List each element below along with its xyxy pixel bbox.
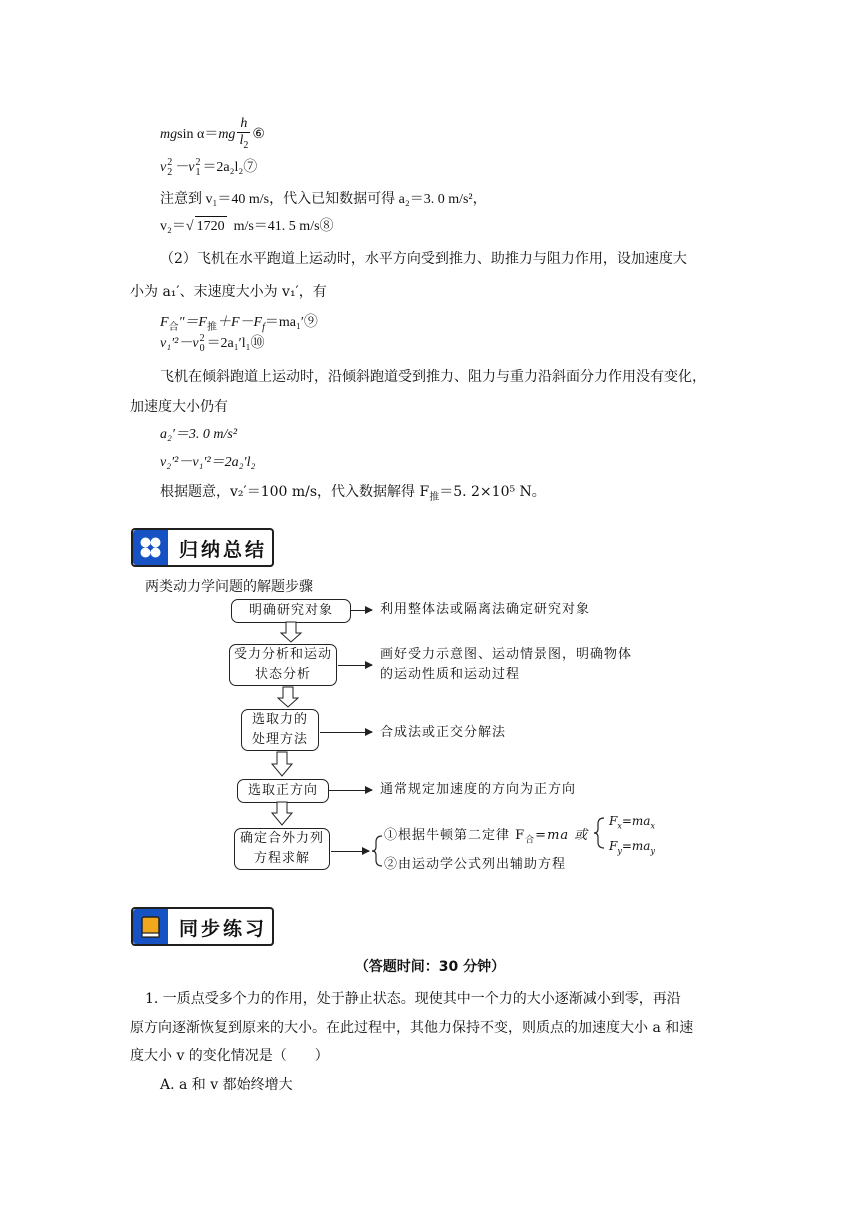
final-pre: 根据题意，v₂′＝100 m/s，代入数据解得 F bbox=[160, 484, 430, 500]
flow-note-5a-eq: =ma 或 bbox=[535, 828, 589, 843]
flow-note-2a: 画好受力示意图、运动情景图，明确物体 bbox=[380, 647, 633, 662]
flow-step-4: 选取正方向 bbox=[237, 779, 329, 803]
down-arrow-2 bbox=[278, 687, 298, 707]
eq9-lhs: F bbox=[160, 315, 169, 330]
brace-left bbox=[372, 836, 382, 866]
fx-label: F bbox=[609, 814, 618, 828]
fy-rsub: y bbox=[650, 846, 655, 856]
eq6-denominator: l bbox=[239, 133, 244, 148]
eq7-sup1: 2 bbox=[167, 157, 173, 168]
down-arrow-3 bbox=[272, 752, 292, 776]
fy-equation bbox=[609, 836, 655, 861]
note-line: 注意到 v₁＝40 m/s，代入已知数据可得 a₂＝3. 0 m/s²， bbox=[160, 192, 487, 207]
eq9-mid: ″＝F bbox=[178, 315, 207, 330]
eq9-sub1: 合 bbox=[168, 321, 179, 333]
flow-step-1: 明确研究对象 bbox=[231, 599, 351, 623]
fy-sub: y bbox=[617, 846, 622, 856]
q1-line2: 原方向逐渐恢复到原来的大小。在此过程中，其他力保持不变，则质点的加速度大小 a 和速 bbox=[130, 1020, 694, 1036]
eq10-lhs: v₁′²－v bbox=[160, 336, 199, 352]
v2-prime-line: v₂′²－v₁′²＝2a₂′l₂ bbox=[160, 455, 256, 470]
part2-line2: 小为 a₁′、末速度大小为 v₁′，有 bbox=[130, 284, 327, 300]
eq7-sup2: 2 bbox=[195, 157, 201, 168]
v2-root: 1720 bbox=[195, 216, 227, 237]
v2-rhs: m/s＝41. 5 m/s⑧ bbox=[233, 219, 334, 234]
eq7-sub1: 2 bbox=[167, 167, 173, 178]
eq7-rhs: ＝2a₂l₂⑦ bbox=[202, 160, 258, 176]
flow-note-5a-sub: 合 bbox=[525, 835, 536, 846]
flow-step-5: 确定合外力列方程求解 bbox=[234, 828, 330, 870]
eq9-sub2: 推 bbox=[206, 321, 217, 333]
fx-rhs: =ma bbox=[621, 814, 651, 828]
eq6-rhs: mg bbox=[218, 127, 236, 143]
flow-note-3: 合成法或正交分解法 bbox=[380, 725, 507, 740]
flow-note-2b: 的运动性质和运动过程 bbox=[380, 667, 521, 682]
summary-banner-title: 归纳总结 bbox=[179, 539, 268, 561]
flow-step-3: 选取力的处理方法 bbox=[241, 709, 319, 751]
incline-line1: 飞机在倾斜跑道上运动时，沿倾斜跑道受到推力、阻力与重力沿斜面分力作用没有变化， bbox=[160, 369, 706, 385]
fx-equation bbox=[609, 811, 655, 836]
time-note: （答题时间：30 分钟） bbox=[354, 959, 506, 975]
q1-line1: 1. 一质点受多个力的作用，处于静止状态。现使其中一个力的大小逐渐减小到零，再沿 bbox=[145, 991, 681, 1007]
flow-title: 两类动力学问题的解题步骤 bbox=[145, 579, 313, 595]
fy-label: F bbox=[609, 839, 618, 853]
eq6-numerator: h bbox=[237, 116, 250, 133]
flow-note-5a-pre: ①根据牛顿第二定律 F bbox=[384, 828, 526, 843]
eq10-sub: 0 bbox=[199, 343, 205, 354]
v2-equation: v₂＝√ 1720 m/s＝41. 5 m/s⑧ bbox=[160, 216, 334, 237]
eq6-mark: ⑥ bbox=[252, 127, 265, 143]
flow-step-2: 受力分析和运动状态分析 bbox=[229, 644, 337, 686]
eq7-v: v bbox=[160, 160, 167, 176]
eq10-rhs: ＝2a₁′l₁⑩ bbox=[206, 336, 265, 352]
q1-option-a: A. a 和 v 都始终增大 bbox=[160, 1077, 293, 1093]
eq9-rhs: ＋F－F bbox=[216, 315, 263, 330]
flow-note-4: 通常规定加速度的方向为正方向 bbox=[380, 782, 577, 797]
final-post: ＝5. 2×10⁵ N。 bbox=[439, 484, 546, 500]
book-icon bbox=[133, 909, 168, 944]
practice-banner bbox=[131, 907, 276, 947]
practice-banner-title: 同步练习 bbox=[179, 918, 268, 940]
fx-sub: x bbox=[617, 821, 622, 831]
eq6-eq: ＝ bbox=[204, 127, 219, 143]
fy-rhs: =ma bbox=[621, 839, 651, 853]
brace-right bbox=[594, 818, 604, 848]
down-arrow-4 bbox=[272, 802, 292, 825]
eq6-denominator-sub: 2 bbox=[243, 139, 249, 151]
eq6-lhs: mg bbox=[160, 127, 178, 143]
part2-line1: （2）飞机在水平跑道上运动时，水平方向受到推力、助推力与阻力作用，设加速度大 bbox=[160, 251, 687, 267]
flow-note-1: 利用整体法或隔离法确定研究对象 bbox=[380, 602, 591, 617]
a2-prime-line: a₂′＝3. 0 m/s² bbox=[160, 427, 238, 442]
down-arrow-1 bbox=[281, 622, 301, 642]
fx-rsub: x bbox=[650, 821, 655, 831]
flow-note-5b: ②由运动学公式列出辅助方程 bbox=[384, 857, 567, 872]
incline-line2: 加速度大小仍有 bbox=[130, 399, 228, 415]
flow-note-5a bbox=[384, 826, 588, 851]
q1-line3: 度大小 v 的变化情况是（ ） bbox=[130, 1048, 329, 1064]
v2-lhs: v₂＝ bbox=[160, 219, 186, 234]
final-sub: 推 bbox=[429, 491, 440, 503]
eq6-sin: sin α bbox=[177, 127, 205, 143]
eq7-sub2: 1 bbox=[195, 167, 201, 178]
eq10-sup: 2 bbox=[199, 333, 205, 344]
eq9-tail: ＝ma₁′⑨ bbox=[264, 315, 318, 330]
eq9-sub3: f bbox=[262, 321, 265, 333]
eq7-minus: －v bbox=[174, 160, 195, 176]
